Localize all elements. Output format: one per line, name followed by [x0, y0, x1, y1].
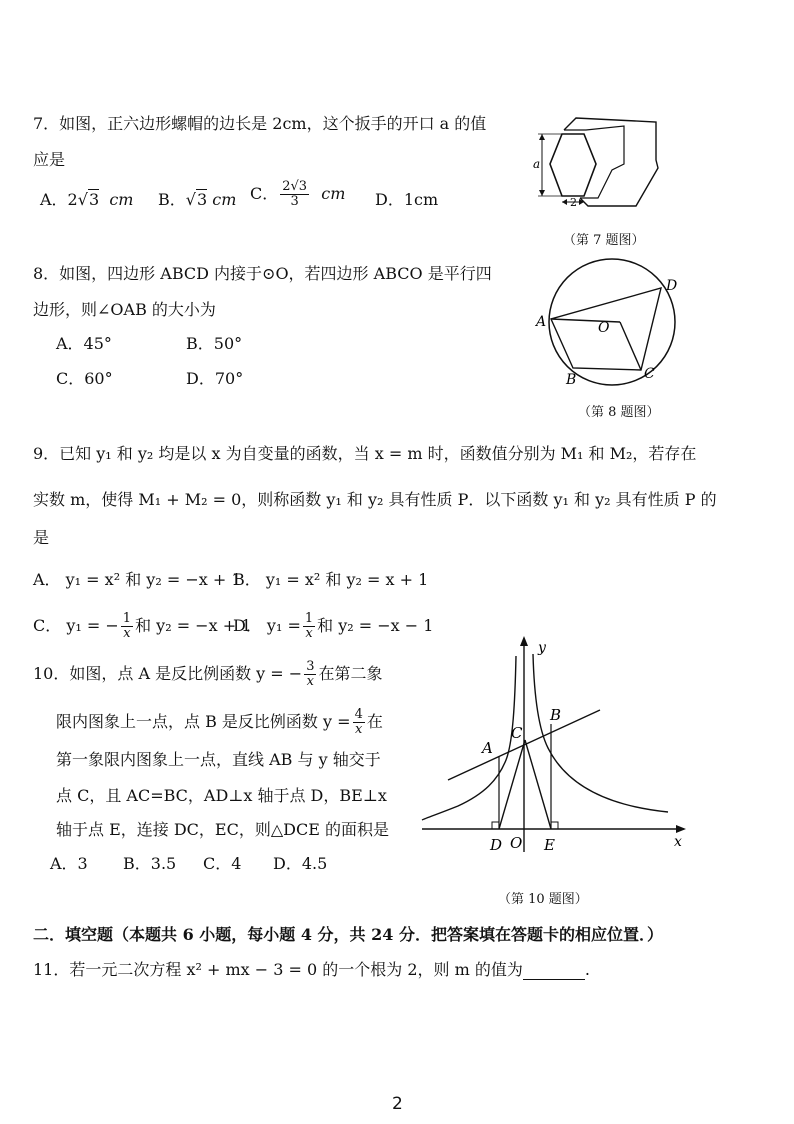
q7-option-a-label: A．2: [40, 190, 78, 209]
label-e: E: [544, 836, 555, 854]
right-angle-e-icon: [551, 822, 558, 829]
q9-option-a[interactable]: A． y₁ = x² 和 y₂ = −x + 1: [33, 570, 242, 589]
q8-circle-figure: [532, 258, 682, 392]
curve-quadrant-2: [422, 656, 516, 820]
q10-option-a[interactable]: A．3: [50, 854, 88, 873]
q10-option-b[interactable]: B．3.5: [123, 854, 177, 873]
q7-option-b-label: B．: [158, 190, 186, 209]
q10-caption: （第 10 题图）: [498, 892, 588, 907]
q8-option-a[interactable]: A．45°: [56, 334, 112, 353]
q9-option-c-prefix: C． y₁ = −: [33, 616, 119, 635]
label-o: O: [510, 834, 523, 852]
q10-line3: 第一象限内图象上一点，直线 AB 与 y 轴交于: [56, 750, 381, 769]
q8-option-c[interactable]: C．60°: [56, 369, 113, 388]
label-o: O: [598, 320, 610, 336]
q11-period: .: [584, 960, 590, 979]
label-c: C: [644, 366, 655, 382]
q9-option-d-suffix: 和 y₂ = −x − 1: [317, 616, 434, 635]
q9-line3: 是: [33, 528, 50, 547]
hexagon-nut: [550, 134, 596, 196]
segment-dc: [499, 740, 525, 829]
q7-option-d[interactable]: D．1cm: [375, 190, 439, 209]
q9-option-d-fraction: $\frac{1}{x}$: [304, 611, 314, 641]
label-2: 2: [570, 196, 577, 209]
segment-ao: [551, 319, 620, 322]
q11-answer-blank[interactable]: [523, 963, 585, 980]
label-a: A: [536, 314, 547, 330]
page-number: 2: [392, 1094, 403, 1114]
q9-option-c[interactable]: [33, 612, 251, 641]
q10-line2: 限内图象上一点，点 B 是反比例函数 y = $\frac{4}{x}$ 在: [56, 707, 383, 737]
q9-line2: 实数 m，使得 M₁ + M₂ = 0，则称函数 y₁ 和 y₂ 具有性质 P．以下函数 y₁ 和 y₂ 具有性质 P 的: [33, 490, 717, 509]
section-2-title: 二．填空题（本题共 6 小题，每小题 4 分，共 24 分．把答案填在答题卡的相应位置．）: [33, 925, 663, 944]
q9-option-d[interactable]: [233, 612, 433, 641]
q7-line1: 7．如图，正六边形螺帽的边长是 2cm，这个扳手的开口 a 的值: [33, 114, 487, 133]
q8-caption: （第 8 题图）: [578, 405, 660, 420]
x-axis-arrow-icon: [676, 825, 686, 833]
q11-text: 11．若一元二次方程 x² + mx − 3 = 0 的一个根为 2，则 m 的值为: [33, 960, 523, 979]
q11-line: [33, 960, 590, 980]
q7-option-b[interactable]: B．√3 cm: [158, 190, 237, 209]
q7-option-b-unit: cm: [212, 190, 237, 209]
q9-line1: 9．已知 y₁ 和 y₂ 均是以 x 为自变量的函数，当 x = m 时，函数值分别为 M₁ 和 M₂，若存在: [33, 444, 697, 463]
label-a: a: [533, 157, 541, 171]
q9-option-c-suffix: 和 y₂ = −x + 1: [135, 616, 252, 635]
label-x-axis: x: [674, 834, 682, 850]
q9-option-c-fraction: $\frac{1}{x}$: [122, 611, 132, 641]
q8-line1: 8．如图，四边形 ABCD 内接于⊙O，若四边形 ABCO 是平行四: [33, 264, 492, 283]
q10-fraction-1: $\frac{3}{x}$: [306, 659, 315, 689]
curve-quadrant-1: [533, 654, 668, 812]
q7-line2: 应是: [33, 150, 66, 169]
q7-wrench-figure: [528, 108, 668, 210]
label-c: C: [511, 724, 523, 742]
label-a: A: [482, 739, 493, 757]
label-y-axis: y: [538, 640, 546, 656]
wrench-outline: [564, 118, 658, 206]
arrowhead-bottom-icon: [539, 190, 545, 196]
q7-option-c[interactable]: [250, 180, 345, 209]
q10-line5: 轴于点 E，连接 DC，EC，则△DCE 的面积是: [56, 820, 389, 839]
q7-option-c-label: C．: [250, 184, 279, 203]
arrowhead-top-icon: [539, 134, 545, 140]
q8-line2: 边形，则∠OAB 的大小为: [33, 300, 216, 319]
q10-option-c[interactable]: C．4: [203, 854, 242, 873]
wrench-jaw: [564, 126, 624, 198]
q10-fraction-2: $\frac{4}{x}$: [354, 707, 363, 737]
q7-option-c-unit: cm: [321, 184, 346, 203]
label-b: B: [550, 706, 562, 724]
label-d: D: [666, 278, 678, 294]
label-b: B: [566, 372, 577, 388]
label-d: D: [490, 836, 503, 854]
q8-option-b[interactable]: B．50°: [186, 334, 243, 353]
q7-option-a-unit: cm: [109, 190, 134, 209]
q10-line1: 10．如图，点 A 是反比例函数 y = − $\frac{3}{x}$ 在第二象: [33, 659, 383, 689]
q10-graph-figure: [418, 632, 690, 862]
right-angle-d-icon: [492, 822, 499, 829]
arrowhead-left-icon: [562, 199, 567, 205]
segment-oc: [620, 322, 641, 370]
q8-option-d[interactable]: D．70°: [186, 369, 244, 388]
q7-caption: （第 7 题图）: [563, 233, 645, 248]
q7-option-b-radicand: 3: [196, 190, 208, 209]
q7-option-a-radicand: 3: [88, 190, 100, 209]
segment-ec: [525, 740, 551, 829]
q10-option-d[interactable]: D．4.5: [273, 854, 328, 873]
q10-line4: 点 C，且 AC=BC，AD⊥x 轴于点 D，BE⊥x: [56, 786, 387, 805]
q9-option-b[interactable]: B． y₁ = x² 和 y₂ = x + 1: [233, 570, 429, 589]
q7-option-c-fraction: $\frac{2√3}{3}$: [282, 179, 308, 209]
q7-option-a[interactable]: A．2√3 cm: [40, 190, 134, 209]
q9-option-d-prefix: D． y₁ =: [233, 616, 301, 635]
y-axis-arrow-icon: [520, 636, 528, 646]
